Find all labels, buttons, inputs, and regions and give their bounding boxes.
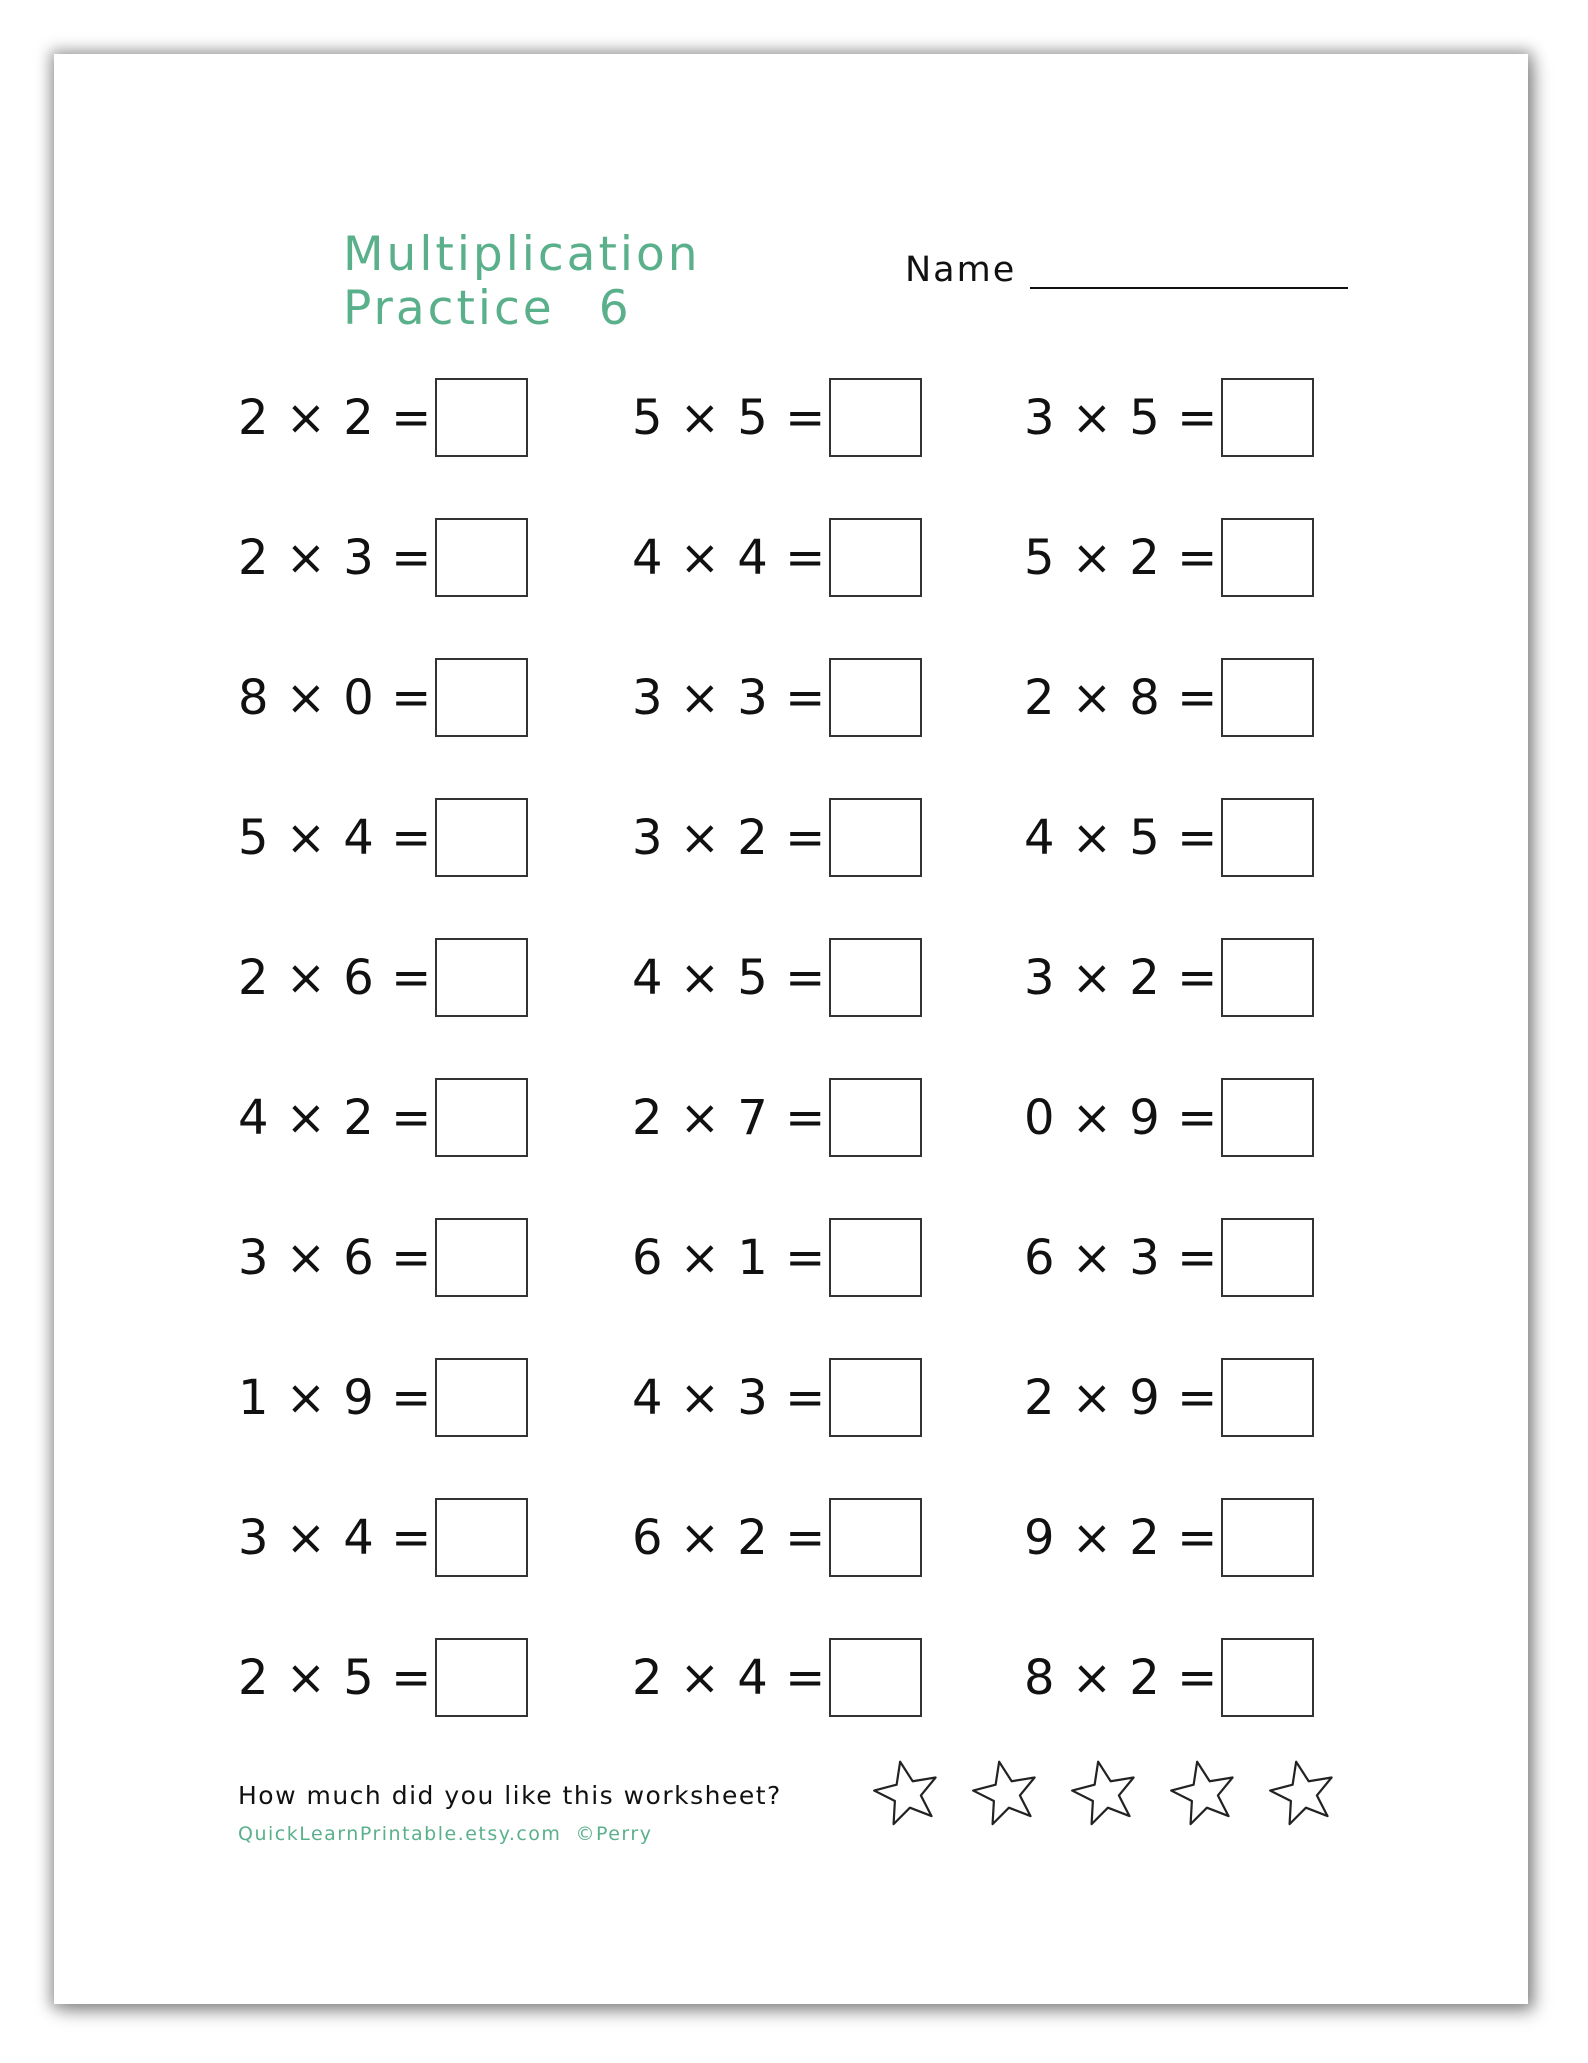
problem-expression: 2 × 5 = bbox=[238, 1650, 433, 1706]
problem-item bbox=[632, 798, 972, 880]
problem-expression: 2 × 2 = bbox=[238, 390, 433, 446]
answer-box[interactable] bbox=[1221, 798, 1314, 877]
problem-item bbox=[1024, 1498, 1364, 1580]
problem-expression: 2 × 3 = bbox=[238, 530, 433, 586]
answer-box[interactable] bbox=[829, 518, 922, 597]
problem-expression: 4 × 2 = bbox=[238, 1090, 433, 1146]
problem-item bbox=[1024, 1638, 1364, 1720]
problem-item bbox=[632, 378, 972, 460]
problem-expression: 3 × 2 = bbox=[1024, 950, 1219, 1006]
name-field-line[interactable] bbox=[1030, 287, 1348, 289]
problem-expression: 4 × 4 = bbox=[632, 530, 827, 586]
problem-expression: 6 × 2 = bbox=[632, 1510, 827, 1566]
name-label: Name bbox=[905, 250, 1017, 290]
answer-box[interactable] bbox=[829, 1358, 922, 1437]
rating-star-icon[interactable] bbox=[1266, 1756, 1340, 1830]
title-line-2 bbox=[343, 282, 701, 336]
problem-expression: 3 × 3 = bbox=[632, 670, 827, 726]
problem-expression: 4 × 3 = bbox=[632, 1370, 827, 1426]
problem-expression: 3 × 4 = bbox=[238, 1510, 433, 1566]
answer-box[interactable] bbox=[1221, 378, 1314, 457]
worksheet-number: 6 bbox=[598, 281, 632, 336]
problem-expression: 5 × 4 = bbox=[238, 810, 433, 866]
problem-expression: 2 × 7 = bbox=[632, 1090, 827, 1146]
answer-box[interactable] bbox=[829, 938, 922, 1017]
problem-item bbox=[238, 938, 578, 1020]
rating-star-icon[interactable] bbox=[1167, 1756, 1241, 1830]
problem-expression: 4 × 5 = bbox=[632, 950, 827, 1006]
title-line-1: Multiplication bbox=[343, 227, 701, 282]
problem-item bbox=[632, 938, 972, 1020]
answer-box[interactable] bbox=[1221, 1498, 1314, 1577]
rating-star-icon[interactable] bbox=[1068, 1756, 1142, 1830]
problem-expression: 8 × 0 = bbox=[238, 670, 433, 726]
answer-box[interactable] bbox=[435, 1078, 528, 1157]
answer-box[interactable] bbox=[435, 518, 528, 597]
answer-box[interactable] bbox=[435, 378, 528, 457]
problem-item bbox=[1024, 658, 1364, 740]
problem-expression: 3 × 2 = bbox=[632, 810, 827, 866]
problem-item bbox=[1024, 1218, 1364, 1300]
answer-box[interactable] bbox=[1221, 658, 1314, 737]
answer-box[interactable] bbox=[829, 798, 922, 877]
problem-item bbox=[238, 1078, 578, 1160]
rating-star-icon[interactable] bbox=[870, 1756, 944, 1830]
answer-box[interactable] bbox=[829, 378, 922, 457]
problem-expression: 0 × 9 = bbox=[1024, 1090, 1219, 1146]
rating-star-icon[interactable] bbox=[969, 1756, 1043, 1830]
problem-item bbox=[632, 1078, 972, 1160]
problem-item bbox=[1024, 1358, 1364, 1440]
answer-box[interactable] bbox=[829, 1218, 922, 1297]
rating-question: How much did you like this worksheet? bbox=[238, 1781, 782, 1810]
problem-expression: 2 × 9 = bbox=[1024, 1370, 1219, 1426]
problem-item bbox=[1024, 1078, 1364, 1160]
problem-item bbox=[632, 1218, 972, 1300]
answer-box[interactable] bbox=[1221, 1078, 1314, 1157]
answer-box[interactable] bbox=[435, 1638, 528, 1717]
answer-box[interactable] bbox=[435, 938, 528, 1017]
answer-box[interactable] bbox=[829, 1498, 922, 1577]
worksheet-title bbox=[343, 228, 701, 336]
problem-expression: 9 × 2 = bbox=[1024, 1510, 1219, 1566]
answer-box[interactable] bbox=[1221, 1218, 1314, 1297]
problem-item bbox=[1024, 378, 1364, 460]
answer-box[interactable] bbox=[435, 1218, 528, 1297]
answer-box[interactable] bbox=[435, 1358, 528, 1437]
problem-item bbox=[632, 1638, 972, 1720]
problem-expression: 2 × 4 = bbox=[632, 1650, 827, 1706]
answer-box[interactable] bbox=[829, 1638, 922, 1717]
problem-expression: 8 × 2 = bbox=[1024, 1650, 1219, 1706]
problem-item bbox=[238, 378, 578, 460]
problem-item bbox=[238, 1498, 578, 1580]
answer-box[interactable] bbox=[435, 1498, 528, 1577]
rating-stars bbox=[870, 1756, 1350, 1832]
problem-item bbox=[1024, 518, 1364, 600]
problem-expression: 1 × 9 = bbox=[238, 1370, 433, 1426]
answer-box[interactable] bbox=[435, 658, 528, 737]
problem-expression: 4 × 5 = bbox=[1024, 810, 1219, 866]
problem-item bbox=[238, 798, 578, 880]
problem-item bbox=[238, 518, 578, 600]
answer-box[interactable] bbox=[1221, 1358, 1314, 1437]
problem-item bbox=[238, 1218, 578, 1300]
problem-expression: 6 × 1 = bbox=[632, 1230, 827, 1286]
problem-item bbox=[632, 1498, 972, 1580]
problem-item bbox=[1024, 798, 1364, 880]
problem-expression: 6 × 3 = bbox=[1024, 1230, 1219, 1286]
problem-expression: 5 × 2 = bbox=[1024, 530, 1219, 586]
problem-item bbox=[238, 1638, 578, 1720]
problem-expression: 3 × 5 = bbox=[1024, 390, 1219, 446]
copyright-text: ©Perry bbox=[575, 1823, 653, 1845]
problem-item bbox=[632, 658, 972, 740]
problem-item bbox=[238, 1358, 578, 1440]
source-link: QuickLearnPrintable.etsy.com bbox=[238, 1823, 562, 1845]
problem-expression: 5 × 5 = bbox=[632, 390, 827, 446]
title-word-practice: Practice bbox=[343, 281, 555, 336]
problem-item bbox=[1024, 938, 1364, 1020]
problem-item bbox=[632, 1358, 972, 1440]
problem-expression: 2 × 6 = bbox=[238, 950, 433, 1006]
problem-item bbox=[238, 658, 578, 740]
answer-box[interactable] bbox=[1221, 1638, 1314, 1717]
footer-credit bbox=[238, 1823, 652, 1845]
answer-box[interactable] bbox=[1221, 938, 1314, 1017]
answer-box[interactable] bbox=[829, 658, 922, 737]
problem-expression: 3 × 6 = bbox=[238, 1230, 433, 1286]
answer-box[interactable] bbox=[829, 1078, 922, 1157]
answer-box[interactable] bbox=[435, 798, 528, 877]
problem-item bbox=[632, 518, 972, 600]
problem-expression: 2 × 8 = bbox=[1024, 670, 1219, 726]
answer-box[interactable] bbox=[1221, 518, 1314, 597]
